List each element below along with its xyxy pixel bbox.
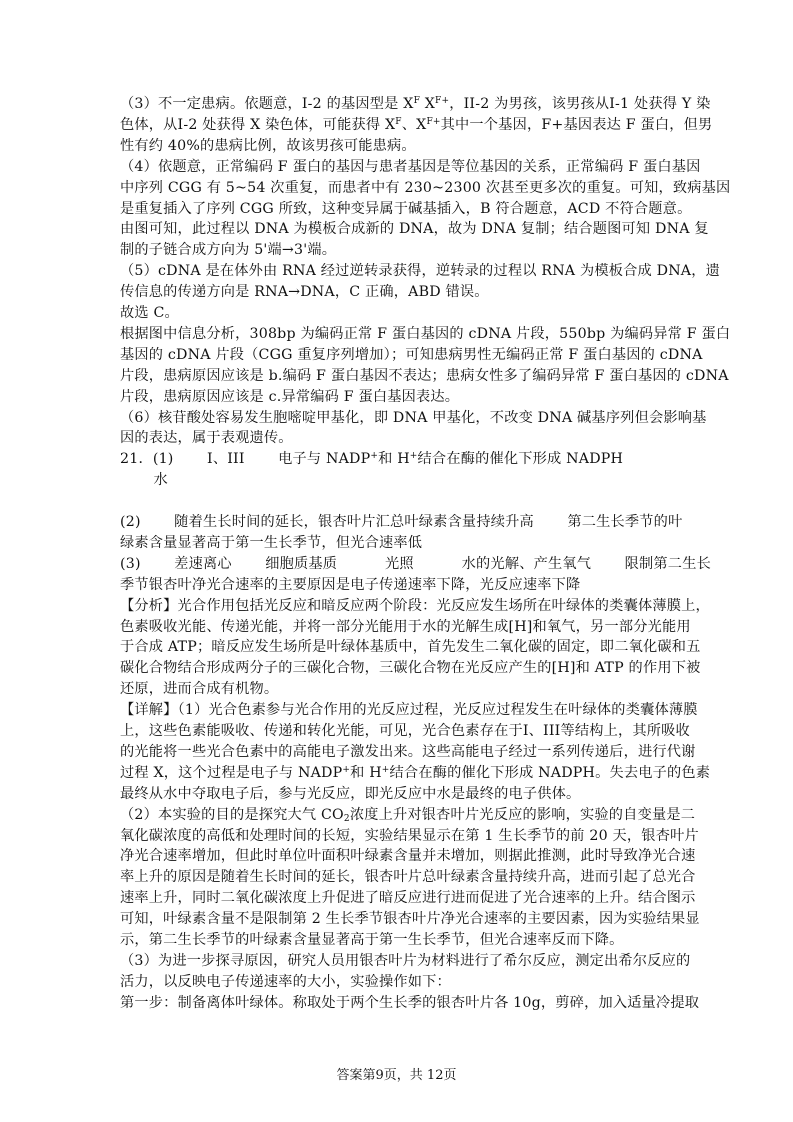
text-line: （2）本实验的目的是探究大气 $CO_2$浓度上升对银杏叶片光反应的影响，实验的自变量是二 — [120, 806, 696, 824]
text-line: 可知，叶绿素含量不是限制第 2 生长季节银杏叶片净光合速率的主要因素，因为实验结果显 — [120, 911, 700, 928]
text-line: 性有约 40%的患病比例，故该男孩可能患病。 — [120, 137, 416, 154]
text-line: 故选 C。 — [120, 305, 179, 321]
text-line: 【详解】（1）光合色素参与光合作用的光反应过程，光反应过程发生在叶绿体的类囊体薄膜 — [120, 702, 698, 719]
text-line: 速率上升，同时二氧化碳浓度上升促进了暗反应进行进而促进了光合速率的上升。结合图示 — [120, 890, 696, 907]
text-line: 于合成 ATP；暗反应发生场所是叶绿体基质中，首先发生二氧化碳的固定，即二氧化碳和五 — [120, 639, 701, 656]
text-line: 水 — [120, 472, 168, 489]
text-line: 绿素含量显著高于第一生长季节，但光合速率低 — [120, 534, 423, 551]
text-line: 片段，患病原因应该是 c.异常编码 F 蛋白基因表达。 — [120, 388, 460, 405]
text-line: 传信息的传递方向是 RNA→DNA，C 正确，ABD 错误。 — [120, 284, 489, 301]
text-line: 季节银杏叶净光合速率的主要原因是电子传递速率下降，光反应速率下降 — [120, 576, 581, 593]
text-line: 中序列 CGG 有 5~54 次重复，而患者中有 230~2300 次甚至更多次的重复。可知，致病基因 — [120, 179, 731, 196]
text-line: （6）核苷酸处容易发生胞嘧啶甲基化，即 DNA 甲基化，不改变 DNA 碱基序列但会影响基 — [120, 409, 707, 426]
text-line: 因的表达，属于表观遗传。 — [120, 430, 293, 447]
text-line: (2) 随着生长时间的延长，银杏叶片汇总叶绿素含量持续升高 第二生长季节的叶 — [120, 514, 683, 530]
text-line: 基因的 cDNA 片段（CGG 重复序列增加）；可知患病男性无编码正常 F 蛋白基因的 cDNA — [120, 346, 703, 363]
text-line: 由图可知，此过程以 DNA 为模板合成新的 DNA，故为 DNA 复制；结合题图可知 DNA 复 — [120, 221, 709, 238]
text-line: 活力，以反映电子传递速率的大小，实验操作如下： — [120, 973, 451, 990]
text-line: 氧化碳浓度的高低和处理时间的长短，实验结果显示在第 1 生长季节的前 20 天，银杏叶片 — [120, 827, 699, 844]
text-line: 根据图中信息分析，308bp 为编码正常 F 蛋白基因的 cDNA 片段，550bp 为编码异常 F 蛋白 — [120, 325, 731, 342]
text-line: 色素吸收光能、传递光能，并将一部分光能用于水的光解生成[H]和氧气，另一部分光能用 — [120, 618, 691, 635]
text-line: 第一步：制备离体叶绿体。称取处于两个生长季的银杏叶片各 10g，剪碎，加入适量冷提取 — [120, 994, 700, 1011]
text-line: 率上升的原因是随着生长时间的延长，银杏叶片总叶绿素含量持续升高，进而引起了总光合 — [120, 869, 696, 886]
text-line: 过程 X，这个过程是电子与 NADP+和 H+结合在酶的催化下形成 NADPH。失去电子的色素 — [120, 764, 711, 781]
text-line: (3) 差速离心 细胞质基质 光照 水的光解、产生氧气 限制第二生长 — [120, 555, 711, 572]
text-line: 还原，进而合成有机物。 — [120, 681, 279, 698]
page-footer: 答案第9页，共 12页 — [336, 1068, 457, 1083]
text-line: （4）依题意，正常编码 F 蛋白的基因与患者基因是等位基因的关系，正常编码 F 蛋白基因 — [120, 158, 701, 175]
text-line: 上，这些色素能吸收、传递和转化光能，可见，光合色素存在于I、III等结构上，其所吸收 — [120, 723, 690, 739]
text-line: 的光能将一些光合色素中的高能电子激发出来。这些高能电子经过一系列传递后，进行代谢 — [120, 743, 696, 760]
text-line: 示，第二生长季节的叶绿素含量显著高于第一生长季节，但光合速率反而下降。 — [120, 932, 624, 948]
text-line: 【分析】光合作用包括光反应和暗反应两个阶段：光反应发生场所在叶绿体的类囊体薄膜上， — [120, 597, 710, 614]
text-line: （5）cDNA 是在体外由 RNA 经过逆转录获得，逆转录的过程以 RNA 为模板合成 DNA，遗 — [120, 263, 721, 280]
text-line: 碳化合物结合形成两分子的三碳化合物，三碳化合物在光反应产生的[H]和 ATP 的作用下被 — [120, 660, 701, 677]
text-line: 是重复插入了序列 CGG 所致，这种变异属于碱基插入，B 符合题意，ACD 不符合题意。 — [120, 200, 692, 217]
text-line: 净光合速率增加，但此时单位叶面积叶绿素含量并未增加，则据此推测，此时导致净光合速 — [120, 848, 696, 865]
text-line: （3）不一定患病。依题意，I-2 的基因型是 $X^F$ $X^{F+}$，II-2 为男孩，该男孩从I-1 处获得 Y 染 — [120, 96, 711, 112]
text-line: 21．(1) I、III 电子与 NADP+和 H+结合在酶的催化下形成 NADPH — [120, 451, 624, 468]
text-line: 最终从水中夺取电子后，参与光反应，即光反应中水是最终的电子供体。 — [120, 785, 581, 802]
text-line: （3）为进一步探寻原因，研究人员用银杏叶片为材料进行了希尔反应，测定出希尔反应的 — [120, 952, 691, 969]
text-line: 制的子链合成方向为 5'端→3'端。 — [120, 242, 337, 259]
text-line: 片段，患病原因应该是 b.编码 F 蛋白基因不表达；患病女性多了编码异常 F 蛋白基因的 cDNA — [120, 367, 729, 384]
text-line: 色体，从I-2 处获得 X 染色体，可能获得 $X^F$、$X^{F+}$其中一个基因，F+基因表达 F 蛋白，但男 — [120, 116, 713, 133]
